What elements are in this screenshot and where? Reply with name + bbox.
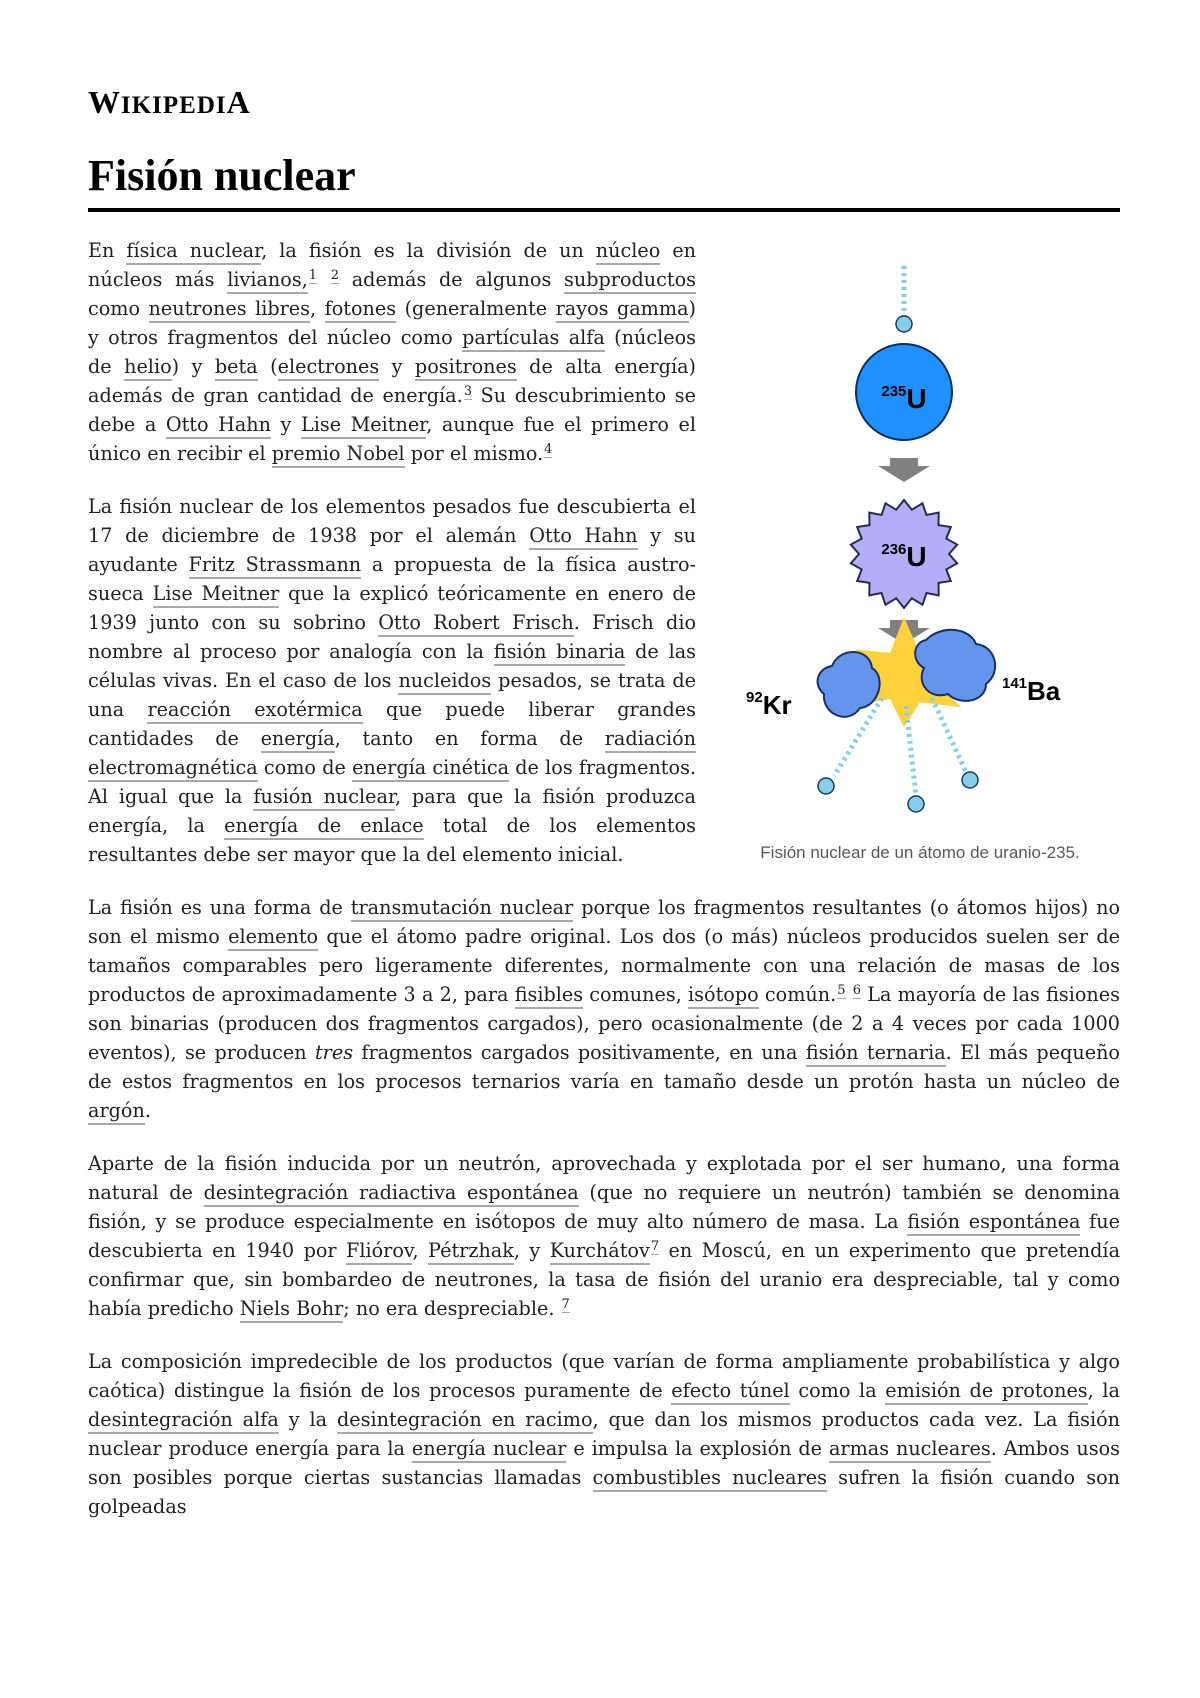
- article-body: [88, 236, 1120, 1545]
- title-divider: [88, 208, 1120, 212]
- reference-2[interactable]: 2: [330, 267, 340, 283]
- link-livianos[interactable]: livianos,: [227, 268, 308, 294]
- link-efecto-tunel[interactable]: efecto túnel: [671, 1379, 789, 1405]
- fission-figure: [720, 236, 1120, 867]
- uranium-236-label: $^{236}$U: [881, 541, 927, 572]
- krypton-nucleus: [818, 652, 880, 717]
- link-rayos-gamma[interactable]: rayos gamma: [556, 297, 689, 323]
- link-otto-robert-frisch[interactable]: Otto Robert Frisch: [378, 611, 573, 637]
- link-nucleo[interactable]: núcleo: [596, 239, 661, 265]
- wikipedia-logo[interactable]: WIKIPEDIA: [88, 84, 251, 120]
- paragraph-5: La composición impredecible de los productos (que varían de forma ampliamente probabilística y algo caótica) distingue la fisión de los procesos puramente de efecto túnel como la emisión de protones, la desintegración alfa y la desintegración en racimo, que dan los mismos productos cada vez. La fisión nuclear produce energía para la energía nuclear e impulsa la explosión de armas nucleares. Ambos usos son posibles porque ciertas sustancias llamadas combustibles nucleares sufren la fisión cuando son golpeadas: [88, 1350, 1121, 1518]
- link-lise-meitner[interactable]: Lise Meitner: [301, 413, 426, 439]
- emitted-neutron: [962, 772, 978, 788]
- emitted-neutron: [908, 796, 924, 812]
- link-desintegracion-radiactiva-espontanea[interactable]: desintegración radiactiva espontánea: [204, 1181, 579, 1207]
- reference-6[interactable]: 6: [852, 982, 861, 998]
- reference-5[interactable]: 5: [837, 982, 846, 998]
- reference-1[interactable]: 1: [308, 267, 318, 283]
- link-fision-ternaria[interactable]: fisión ternaria: [806, 1041, 946, 1067]
- emphasis-tres: tres: [314, 1041, 354, 1064]
- link-neutrones-libres[interactable]: neutrones libres: [149, 297, 310, 323]
- barium-label: $^{141}$Ba: [1002, 675, 1061, 706]
- link-energia[interactable]: energía: [261, 727, 335, 753]
- uranium-235-label: $^{235}$U: [881, 383, 927, 414]
- link-fision-binaria[interactable]: fisión binaria: [494, 640, 625, 666]
- link-premio-nobel[interactable]: premio Nobel: [272, 442, 405, 468]
- link-energia-cinetica[interactable]: energía cinética: [352, 756, 509, 782]
- paragraph-4: Aparte de la fisión inducida por un neutrón, aprovechada y explotada por el ser humano, una forma natural de desintegración radiactiva espontánea (que no requiere un neutrón) también se denomina fisión, y se produce especialmente en isótopos de muy alto número de masa. La fisión espontánea fue descubierta en 1940 por Fliórov, Pétrzhak, y Kurchátov$^7$ en Moscú, en un experimento que pretendía confirmar que, sin bombardeo de neutrones, la tasa de fisión del uranio era despreciable, tal y como había predicho Niels Bohr; no era despreciable. $^7$: [88, 1149, 1120, 1323]
- paragraph-2: La fisión nuclear de los elementos pesados fue descubierta el 17 de diciembre de 1938 por el alemán Otto Hahn y su ayudante Fritz Strassmann a propuesta de la física austro-sueca Lise Meitner que la explicó teóricamente en enero de 1939 junto con su sobrino Otto Robert Frisch. Frisch dio nombre al proceso por analogía con la fisión binaria de las células vivas. En el caso de los nucleidos pesados, se trata de una reacción exotérmica que puede liberar grandes cantidades de energía, tanto en forma de radiación electromagnética como de energía cinética de los fragmentos. Al igual que la fusión nuclear, para que la fisión produzca energía, la energía de enlace total de los elementos resultantes debe ser mayor que la del elemento inicial.: [88, 495, 697, 866]
- link-fotones[interactable]: fotones: [325, 297, 396, 323]
- link-niels-bohr[interactable]: Niels Bohr: [240, 1297, 344, 1323]
- link-subproductos[interactable]: subproductos: [564, 268, 696, 294]
- reference-3[interactable]: 3: [463, 383, 472, 399]
- link-positrones[interactable]: positrones: [415, 355, 517, 381]
- link-particulas-alfa[interactable]: partículas alfa: [462, 326, 605, 352]
- incoming-neutron: [896, 316, 912, 332]
- barium-nucleus: [915, 630, 995, 701]
- link-energia-nuclear[interactable]: energía nuclear: [412, 1437, 567, 1463]
- fission-diagram: [720, 236, 1120, 836]
- link-otto-hahn-2[interactable]: Otto Hahn: [529, 524, 637, 550]
- link-fliorov[interactable]: Fliórov: [346, 1239, 412, 1265]
- link-emision-de-protones[interactable]: emisión de protones: [885, 1379, 1087, 1405]
- link-fision-espontanea[interactable]: fisión espontánea: [907, 1210, 1080, 1236]
- link-nucleidos[interactable]: nucleidos: [398, 669, 491, 695]
- link-radiacion-electromagnetica[interactable]: radiación electromagnética: [88, 727, 696, 782]
- link-argon[interactable]: argón: [88, 1099, 145, 1125]
- link-petrzhak[interactable]: Pétrzhak: [428, 1239, 514, 1265]
- link-isotopo[interactable]: isótopo: [688, 983, 759, 1009]
- arrow-down-icon: [878, 458, 930, 482]
- link-fusion-nuclear[interactable]: fusión nuclear: [253, 785, 395, 811]
- link-fritz-strassmann[interactable]: Fritz Strassmann: [189, 553, 362, 579]
- page-title: Fisión nuclear: [88, 151, 356, 200]
- link-desintegracion-en-racimo[interactable]: desintegración en racimo: [337, 1408, 593, 1434]
- link-otto-hahn[interactable]: Otto Hahn: [166, 413, 271, 439]
- link-reaccion-exotermica[interactable]: reacción exotérmica: [147, 698, 362, 724]
- link-fisica-nuclear[interactable]: física nuclear: [126, 239, 261, 265]
- link-beta[interactable]: beta: [215, 355, 258, 381]
- link-transmutacion-nuclear[interactable]: transmutación nuclear: [351, 896, 574, 922]
- figure-caption: Fisión nuclear de un átomo de uranio-235.: [760, 843, 1080, 862]
- link-electrones[interactable]: electrones: [278, 355, 380, 381]
- link-kurchatov[interactable]: Kurchátov: [550, 1239, 650, 1265]
- link-combustibles-nucleares[interactable]: combustibles nucleares: [593, 1466, 827, 1492]
- link-desintegracion-alfa[interactable]: desintegración alfa: [88, 1408, 279, 1434]
- emitted-neutron-path: [932, 698, 966, 772]
- reference-7b[interactable]: 7: [561, 1296, 570, 1312]
- link-lise-meitner-2[interactable]: Lise Meitner: [153, 582, 280, 608]
- link-armas-nucleares[interactable]: armas nucleares: [829, 1437, 991, 1463]
- link-energia-de-enlace[interactable]: energía de enlace: [224, 814, 424, 840]
- krypton-label: $^{92}$Kr: [746, 689, 792, 720]
- link-fisibles[interactable]: fisibles: [515, 983, 583, 1009]
- emitted-neutron: [818, 778, 834, 794]
- link-elemento[interactable]: elemento: [228, 925, 318, 951]
- paragraph-3: La fisión es una forma de transmutación nuclear porque los fragmentos resultantes (o átomos hijos) no son el mismo elemento que el átomo padre original. Los dos (o más) núcleos producidos suelen ser de tamaños comparables pero ligeramente diferentes, normalmente con una relación de masas de los productos de aproximadamente 3 a 2, para fisibles comunes, isótopo común.$^5$ $^6$ La mayoría de las fisiones son binarias (producen dos fragmentos cargados), pero ocasionalmente (de 2 a 4 veces por cada 1000 eventos), se producen tres fragmentos cargados positivamente, en una fisión ternaria. El más pequeño de estos fragmentos en los procesos ternarios varía en tamaño desde un protón hasta un núcleo de argón.: [88, 893, 1120, 1125]
- reference-7[interactable]: 7: [650, 1238, 660, 1254]
- link-helio[interactable]: helio: [124, 355, 172, 381]
- paragraph-1: En física nuclear, la fisión es la división de un núcleo en núcleos más livianos,$^1$ $^2$ además de algunos subproductos como neutrones libres, fotones (generalmente rayos gamma) y otros fragmentos del núcleo como partículas alfa (núcleos de helio) y beta (electrones y positrones de alta energía) además de gran cantidad de energía.$^3$ Su descubrimiento se debe a Otto Hahn y Lise Meitner, aunque fue el primero el único en recibir el premio Nobel por el mismo.$^4$: [88, 236, 1120, 468]
- reference-4[interactable]: 4: [544, 441, 553, 457]
